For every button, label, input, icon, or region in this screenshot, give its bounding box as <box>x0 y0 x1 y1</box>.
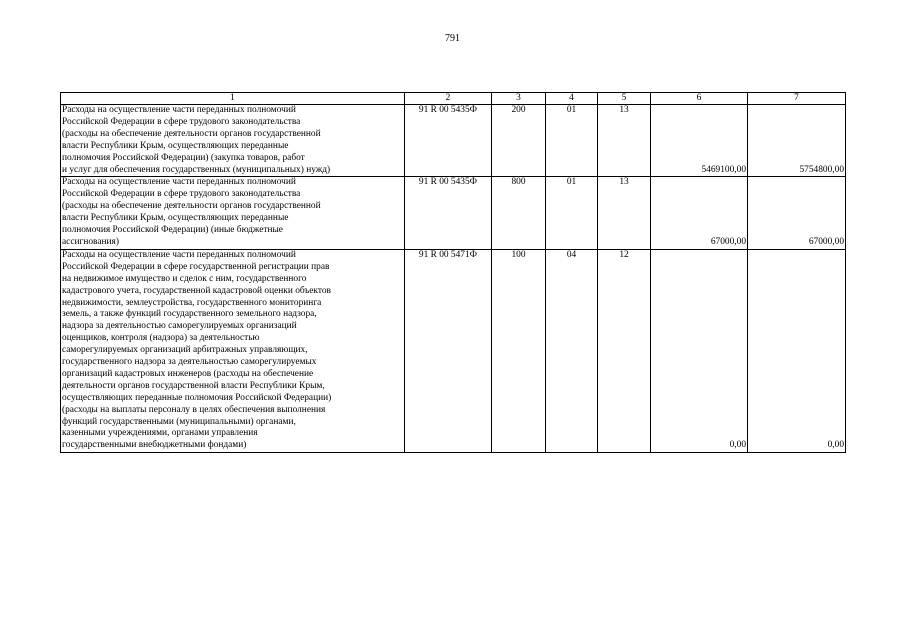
amount-column-7: 5754800,00 <box>748 105 846 177</box>
amount-column-6: 0,00 <box>651 249 748 452</box>
column-header: 6 <box>651 93 748 105</box>
amount-column-7: 67000,00 <box>748 177 846 249</box>
subsection-code: 13 <box>598 177 651 249</box>
page-number: 791 <box>445 33 460 44</box>
table-row <box>61 177 846 249</box>
amount-column-6: 5469100,00 <box>651 105 748 177</box>
column-header: 5 <box>598 93 651 105</box>
row-description: Расходы на осуществление части переданных полномочий Российской Федерации в сфере государственной регистрации прав на недвижимое имущество и сделок с ним, государственного кадастрового учета, государственной кадастровой оценки объектов недвижимости, землеустройства, государственного мониторинга земель, а также функций государственного земельного надзора, надзора за деятельностью саморегулируемых организаций оценщиков, контроля (надзора) за деятельностью саморегулируемых организаций арбитражных управляющих, государственного надзора за деятельностью саморегулируемых организаций кадастровых инженеров (расходы на обеспечение деятельности органов государственной власти Республики Крым, осуществляющих переданные полномочия Российской Федерации) (расходы на выплаты персоналу в целях обеспечения выполнения функций государственными (муниципальными) органами, казенными учреждениями, органами управления государственными внебюджетными фондами) <box>61 249 405 452</box>
subsection-code: 13 <box>598 105 651 177</box>
column-header: 2 <box>405 93 492 105</box>
section-code: 04 <box>546 249 598 452</box>
expense-type-code: 100 <box>492 249 546 452</box>
expense-type-code: 200 <box>492 105 546 177</box>
target-article-code: 91 R 00 5435Ф <box>405 177 492 249</box>
row-description: Расходы на осуществление части переданных полномочий Российской Федерации в сфере трудового законодательства (расходы на обеспечение деятельности органов государственной власти Республики Крым, осуществляющих переданные полномочия Российской Федерации) (иные бюджетные ассигнования) <box>61 177 405 249</box>
table-header-row <box>61 93 846 105</box>
table-row <box>61 105 846 177</box>
column-header: 1 <box>61 93 405 105</box>
section-code: 01 <box>546 105 598 177</box>
table-row <box>61 249 846 452</box>
amount-column-7: 0,00 <box>748 249 846 452</box>
column-header: 7 <box>748 93 846 105</box>
section-code: 01 <box>546 177 598 249</box>
column-header: 4 <box>546 93 598 105</box>
amount-column-6: 67000,00 <box>651 177 748 249</box>
target-article-code: 91 R 00 5435Ф <box>405 105 492 177</box>
budget-table <box>60 92 846 453</box>
row-description: Расходы на осуществление части переданных полномочий Российской Федерации в сфере трудового законодательства (расходы на обеспечение деятельности органов государственной власти Республики Крым, осуществляющих переданные полномочия Российской Федерации) (закупка товаров, работ и услуг для обеспечения государственных (муниципальных) нужд) <box>61 105 405 177</box>
expense-type-code: 800 <box>492 177 546 249</box>
target-article-code: 91 R 00 5471Ф <box>405 249 492 452</box>
subsection-code: 12 <box>598 249 651 452</box>
column-header: 3 <box>492 93 546 105</box>
